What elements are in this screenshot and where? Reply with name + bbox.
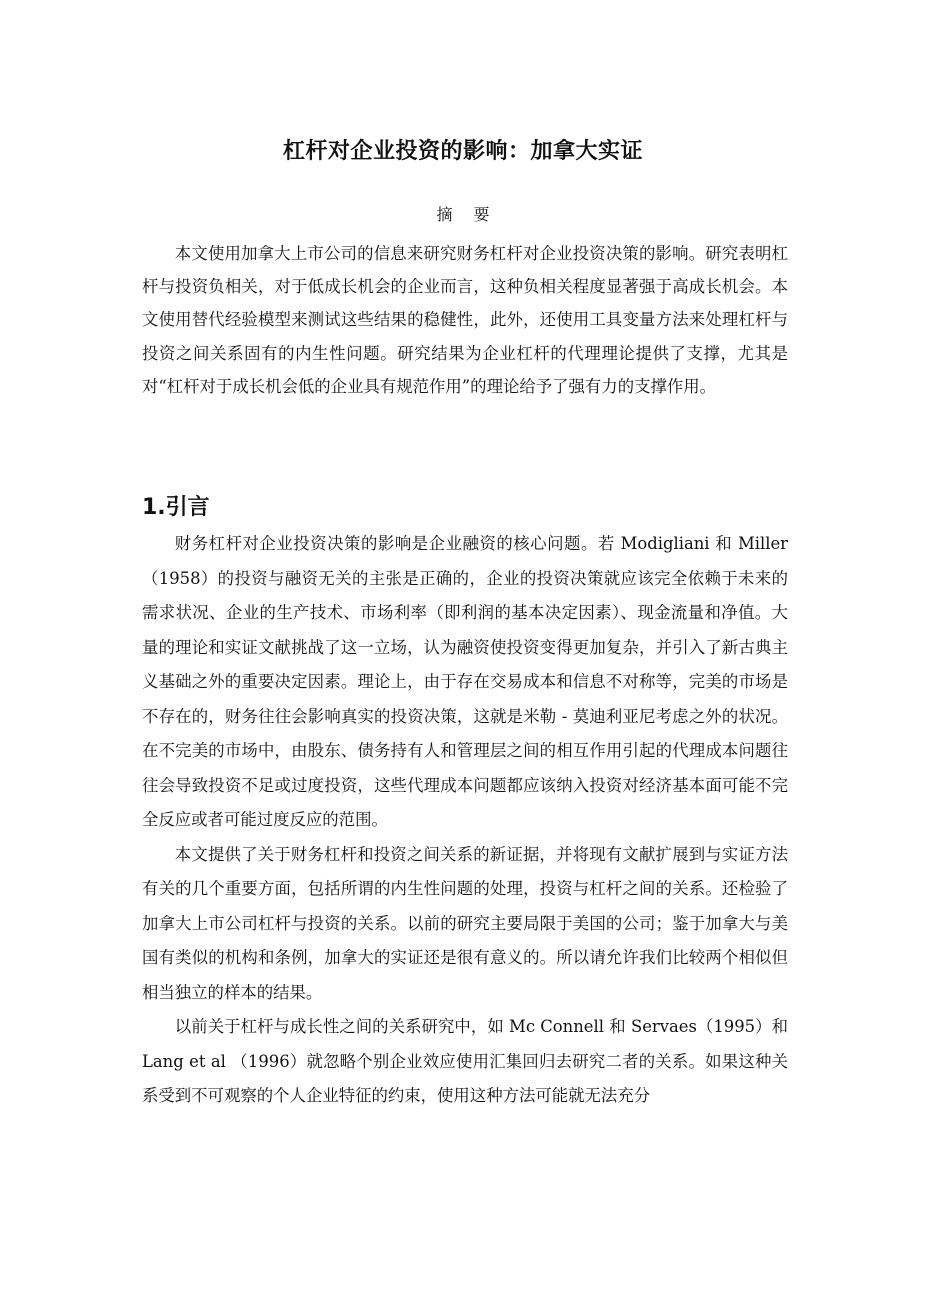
section-heading-introduction: 1.引言 <box>142 495 210 521</box>
body-paragraph-3: 以前关于杠杆与成长性之间的关系研究中，如 Mc Connell 和 Servaes（1995）和 Lang et al （1996）就忽略个别企业效应使用汇集回归去研究二者的关系。如果这种关系受到不可观察的个人企业特征的约束，使用这种方法可能就无法充分 <box>142 1017 788 1105</box>
abstract-section <box>142 237 788 403</box>
body-paragraph-2: 本文提供了关于财务杠杆和投资之间关系的新证据，并将现有文献扩展到与实证方法有关的几个重要方面，包括所谓的内生性问题的处理，投资与杠杆之间的关系。还检验了加拿大上市公司杠杆与投资的关系。以前的研究主要局限于美国的公司；鉴于加拿大与美国有类似的机构和条例，加拿大的实证还是很有意义的。所以请允许我们比较两个相似但相当独立的样本的结果。 <box>142 844 788 1002</box>
paper-title: 杠杆对企业投资的影响：加拿大实证 <box>282 138 643 164</box>
abstract-paragraph: 本文使用加拿大上市公司的信息来研究财务杠杆对企业投资决策的影响。研究表明杠杆与投资负相关，对于低成长机会的企业而言，这种负相关程度显著强于高成长机会。本文使用替代经验模型来测试这些结果的稳健性，此外，还使用工具变量方法来处理杠杆与投资之间关系固有的内生性问题。研究结果为企业杠杆的代理理论提供了支撑，尤其是对“杠杆对于成长机会低的企业具有规范作用”的理论给予了强有力的支撑作用。 <box>142 244 788 396</box>
abstract-heading: 摘 要 <box>436 205 498 224</box>
body-paragraph-1: 财务杠杆对企业投资决策的影响是企业融资的核心问题。若 Modigliani 和 Miller（1958）的投资与融资无关的主张是正确的，企业的投资决策就应该完全依赖于未来的需求状况、企业的生产技术、市场利率（即利润的基本决定因素）、现金流量和净值。大量的理论和实证文献挑战了这一立场，认为融资使投资变得更加复杂，并引入了新古典主义基础之外的重要决定因素。理论上，由于存在交易成本和信息不对称等，完美的市场是不存在的，财务往往会影响真实的投资决策，这就是米勒 - 莫迪利亚尼考虑之外的状况。在不完美的市场中，由股东、债务持有人和管理层之间的相互作用引起的代理成本问题往往会导致投资不足或过度投资，这些代理成本问题都应该纳入投资对经济基本面可能不完全反应或者可能过度反应的范围。 <box>142 534 788 829</box>
introduction-body <box>142 527 788 1114</box>
